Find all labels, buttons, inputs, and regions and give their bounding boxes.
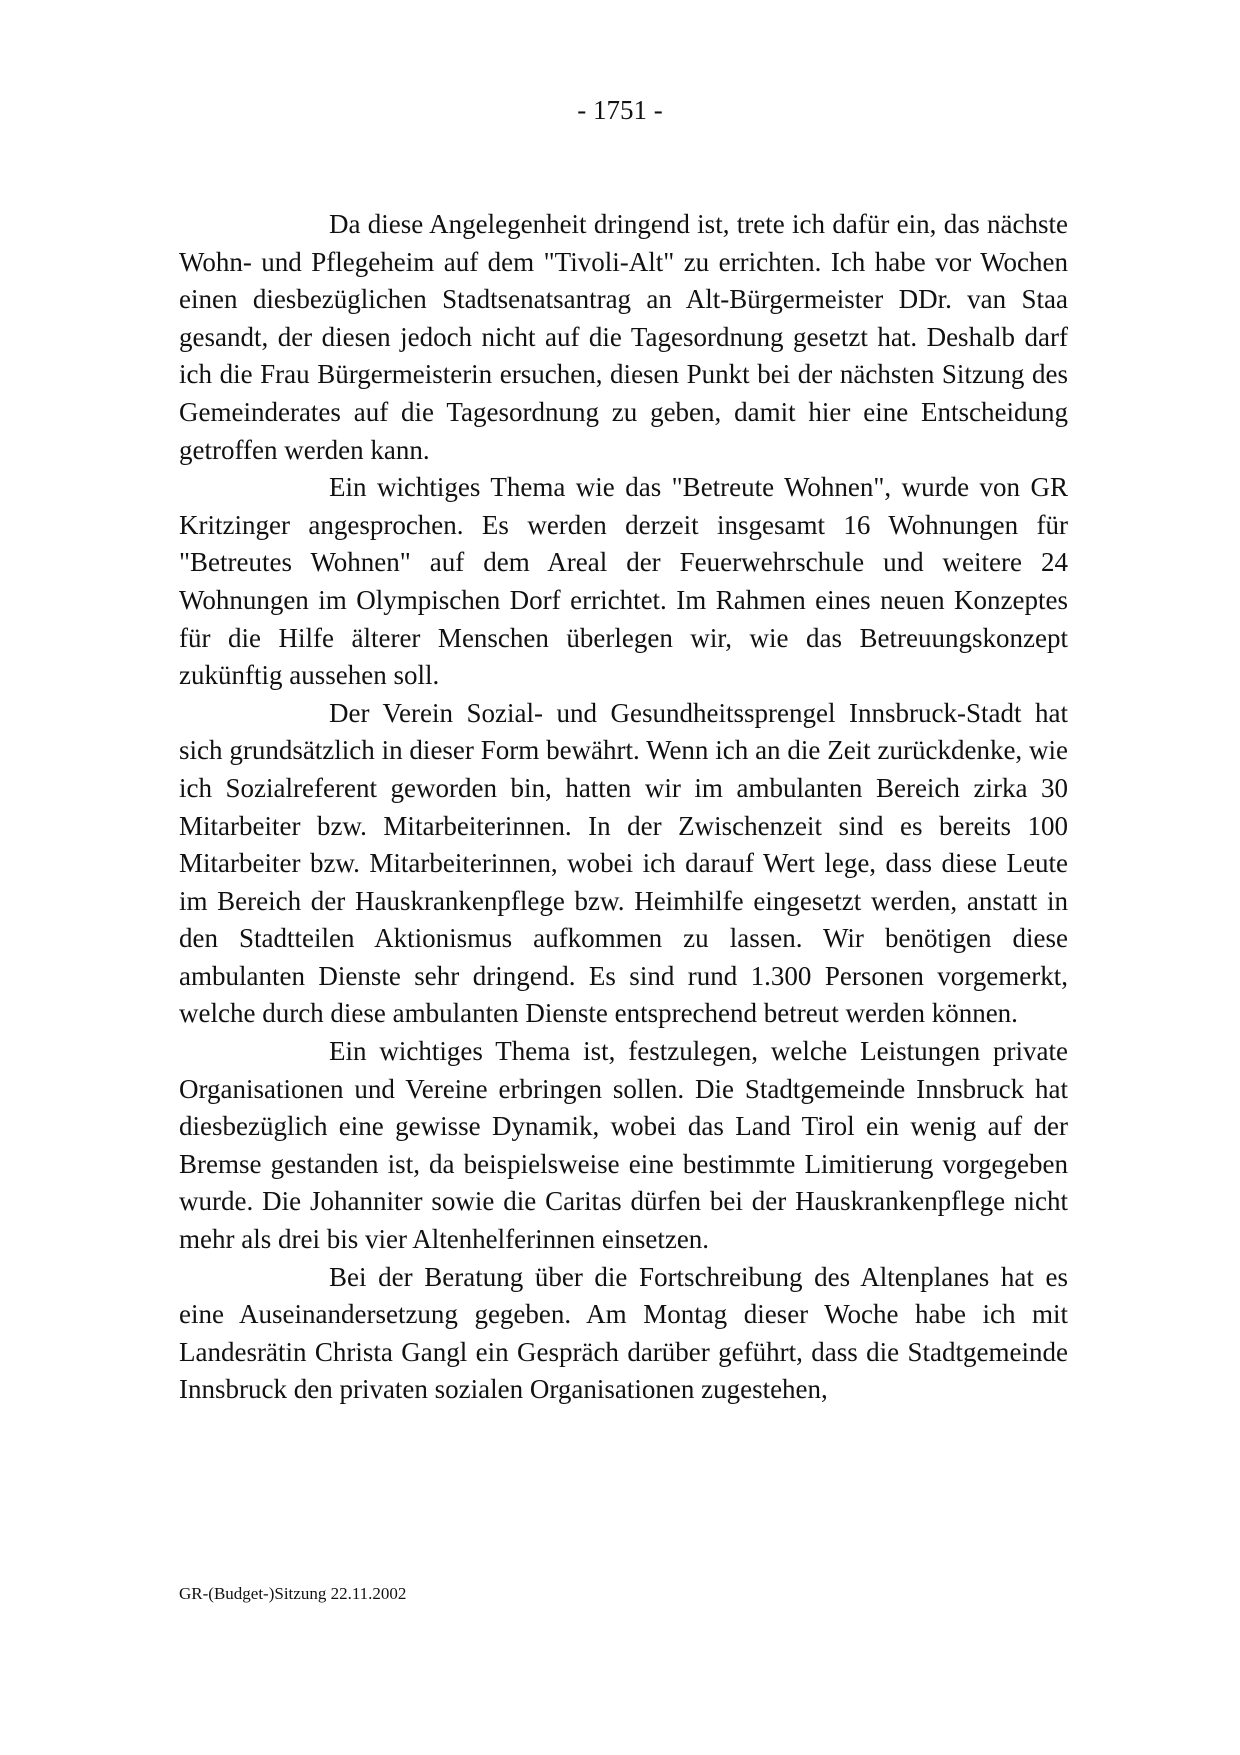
document-body [179,206,1068,1409]
paragraph-betreutes-wohnen: Ein wichtiges Thema wie das "Betreute Wohnen", wurde von GR Kritzinger angesprochen. Es werden derzeit insgesamt 16 Wohnungen für "Betreutes Wohnen" auf dem Areal der Feuerwehrschule und weitere 24 Wohnungen im Olympischen Dorf errichtet. Im Rahmen eines neuen Konzeptes für die Hilfe älterer Menschen überlegen wir, wie das Betreuungskonzept zukünftig aussehen soll. [179,472,1068,691]
paragraph-private-organisationen: Ein wichtiges Thema ist, festzulegen, welche Leistungen private Organisationen und Vereine erbringen sollen. Die Stadtgemeinde Innsbruck hat diesbezüglich eine gewisse Dynamik, wobei das Land Tirol ein wenig auf der Bremse gestanden ist, da beispielsweise eine bestimmte Limitierung vorgegeben wurde. Die Johanniter sowie die Caritas dürfen bei der Hauskrankenpflege nicht mehr als drei bis vier Altenhelferinnen einsetzen. [179,1036,1068,1255]
page-number: - 1751 - [577,95,663,125]
paragraph-sozialsprengel: Der Verein Sozial- und Gesundheitssprengel Innsbruck-Stadt hat sich grundsätzlich in dieser Form bewährt. Wenn ich an die Zeit zurückdenke, wie ich Sozialreferent geworden bin, hatten wir im ambulanten Bereich zirka 30 Mitarbeiter bzw. Mitarbeiterinnen. In der Zwischenzeit sind es bereits 100 Mitarbeiter bzw. Mitarbeiterinnen, wobei ich darauf Wert lege, dass diese Leute im Bereich der Hauskrankenpflege bzw. Heimhilfe eingesetzt werden, anstatt in den Stadtteilen Aktionismus aufkommen zu lassen. Wir benötigen diese ambulanten Dienste sehr dringend. Es sind rund 1.300 Personen vorgemerkt, welche durch diese ambulanten Dienste entsprechend betreut werden können. [179,697,1068,1029]
footer-session-date: GR-(Budget-)Sitzung 22.11.2002 [179,1584,407,1603]
paragraph-altenplan: Bei der Beratung über die Fortschreibung des Altenplanes hat es eine Auseinandersetzung gegeben. Am Montag dieser Woche habe ich mit Landesrätin Christa Gangl ein Gespräch darüber geführt, dass die Stadtgemeinde Innsbruck den privaten sozialen Organisationen zugestehen, [179,1261,1068,1405]
paragraph-tivoli-alt: Da diese Angelegenheit dringend ist, trete ich dafür ein, das nächste Wohn- und Pflegeheim auf dem "Tivoli-Alt" zu errichten. Ich habe vor Wochen einen diesbezüglichen Stadtsenatsantrag an Alt-Bürgermeister DDr. van Staa gesandt, der diesen jedoch nicht auf die Tagesordnung gesetzt hat. Deshalb darf ich die Frau Bürgermeisterin ersuchen, diesen Punkt bei der nächsten Sitzung des Gemeinderates auf die Tagesordnung zu geben, damit hier eine Entscheidung getroffen werden kann. [179,209,1068,465]
